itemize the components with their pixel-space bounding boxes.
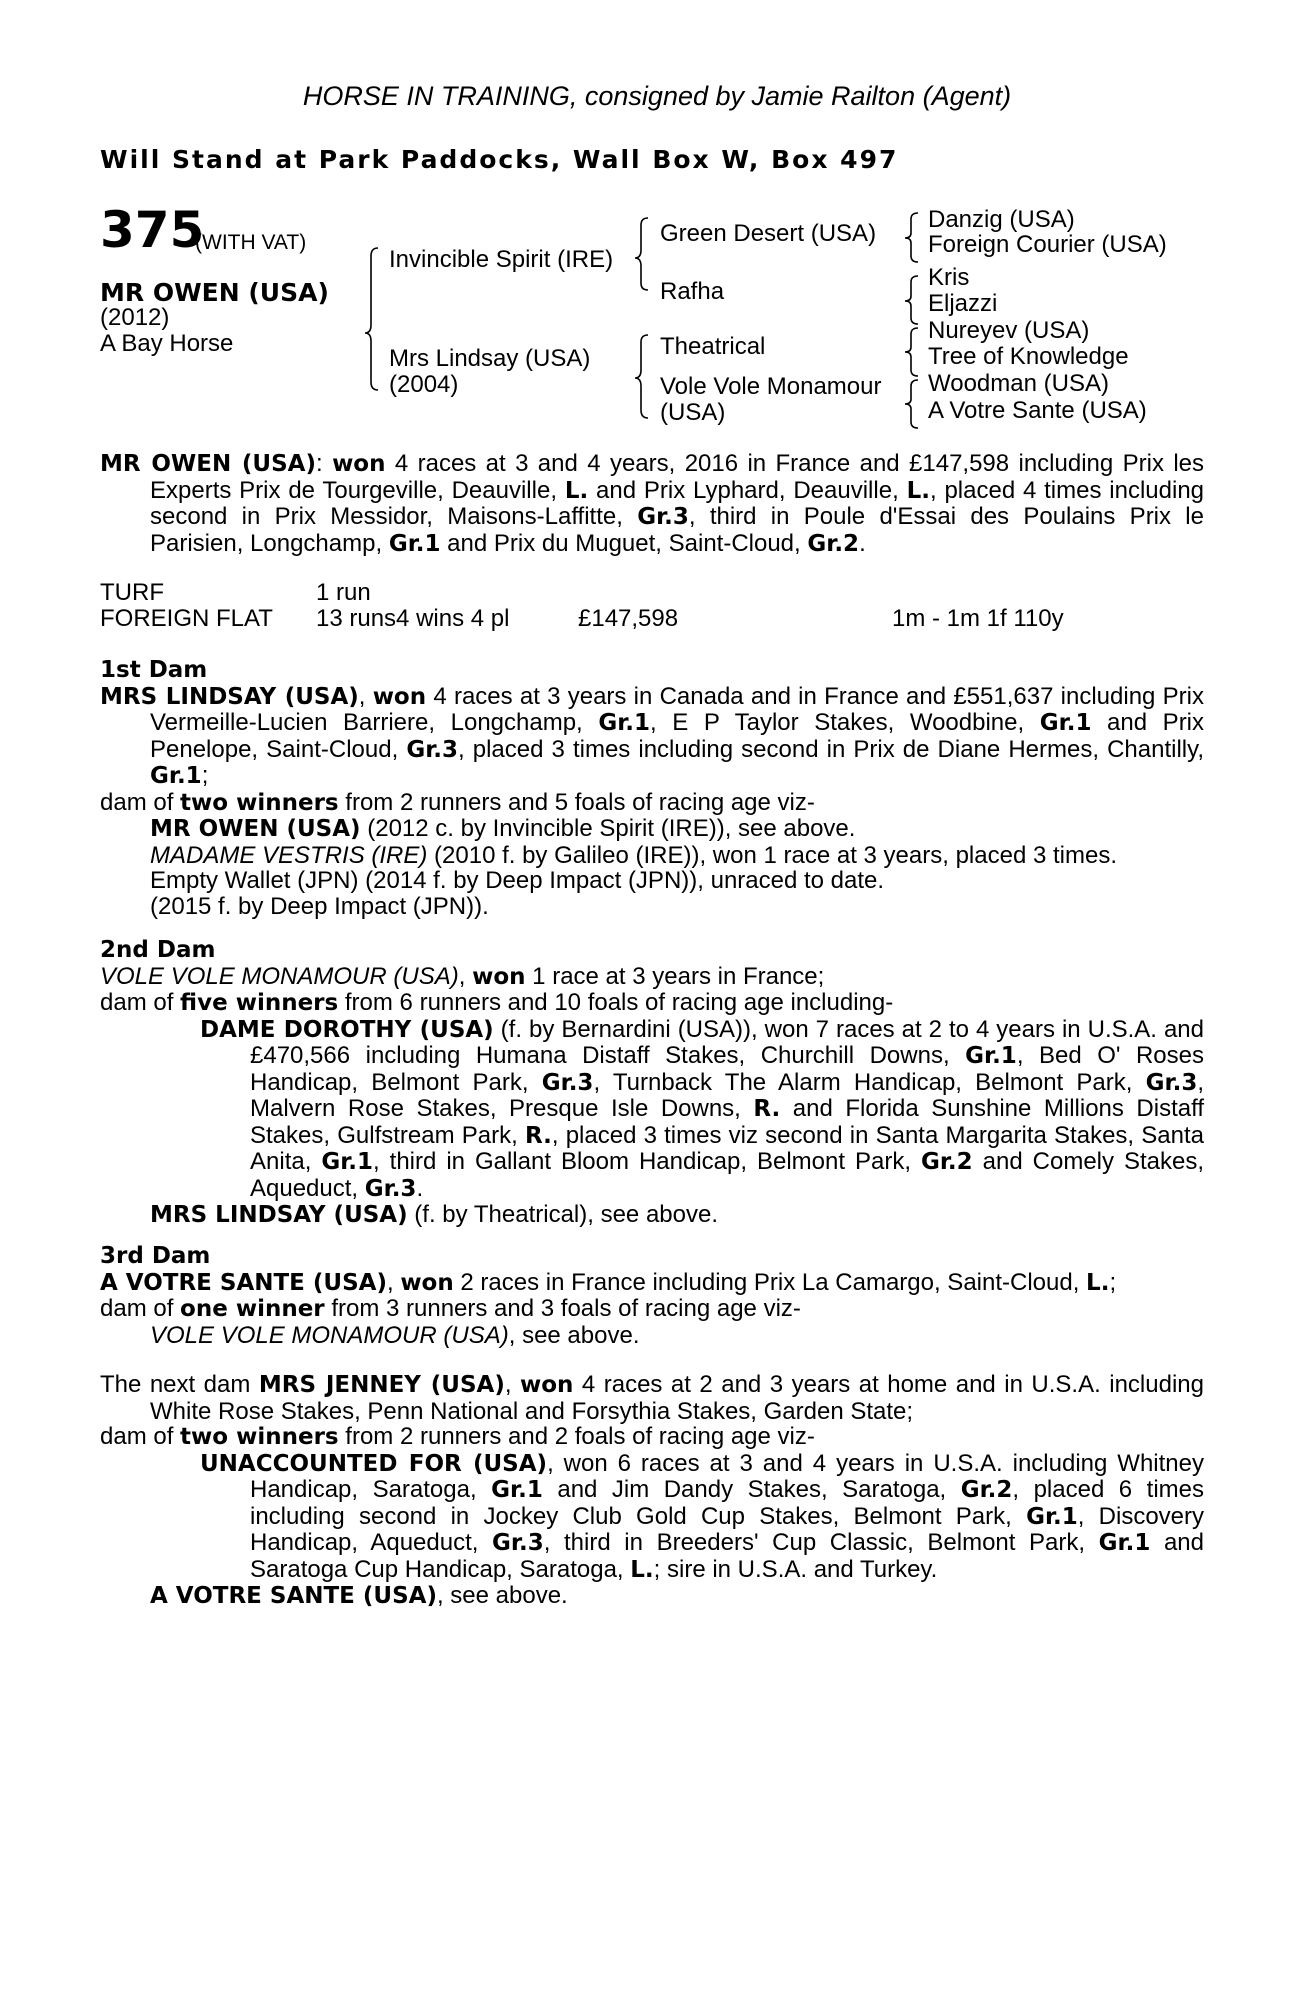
won-label: won — [520, 1372, 574, 1398]
horse-description: A Bay Horse — [100, 330, 234, 357]
pedigree-brackets — [0, 0, 1314, 440]
progeny-text: , third in Breeders' Cup Classic, Belmont Park, — [543, 1529, 1099, 1556]
pedigree-dd-sire: Woodman (USA) — [928, 370, 1109, 397]
progeny-text: , Bed O' Roses Handicap, Belmont Park, — [250, 1042, 1204, 1096]
dam-of-text: from 2 runners and 2 foals of racing age viz- — [338, 1423, 815, 1450]
summary-text: . — [859, 529, 866, 557]
group-badge: Gr.1 — [491, 1477, 543, 1503]
dam-text: and Prix Penelope, Saint-Cloud, — [150, 709, 1205, 763]
progeny-text: ; sire in U.S.A. and Turkey. — [653, 1555, 938, 1583]
group-badge: Gr.1 — [388, 530, 441, 557]
pedigree-sire-sire: Green Desert (USA) — [660, 220, 877, 247]
progeny-name: MADAME VESTRIS (IRE) — [150, 841, 428, 869]
listed-badge: L. — [630, 1556, 654, 1583]
dam-text: , E P Taylor Stakes, Woodbine, — [650, 709, 1040, 736]
venue-line: Will Stand at Park Paddocks, Wall Box W, Box 497 — [100, 145, 899, 174]
listed-badge: L. — [1086, 1269, 1110, 1296]
dam-of-text: from 6 runners and 10 foals of racing age including- — [338, 989, 894, 1016]
pedigree-ds-dam: Tree of Knowledge — [928, 343, 1129, 370]
dam-text: ; — [201, 762, 209, 789]
dam-text: , placed 3 times including second in Prix de Diane Hermes, Chantilly, — [458, 735, 1204, 763]
progeny-text: and Florida Sunshine Millions Distaff Stakes, Gulfstream Park, — [250, 1095, 1205, 1149]
listed-badge: L. — [906, 477, 930, 504]
dam-text: ; — [1109, 1268, 1117, 1296]
dam-text: 1 race at 3 years in France; — [525, 962, 825, 990]
progeny-text: , see above. — [436, 1582, 568, 1609]
progeny-name: DAME DOROTHY (USA) — [200, 1016, 494, 1043]
dam-text: 2 races in France including Prix La Camargo, Saint-Cloud, — [453, 1268, 1087, 1296]
pedigree-dam: Mrs Lindsay (USA) — [389, 345, 591, 372]
second-dam-section: 2nd Dam VOLE VOLE MONAMOUR (USA), won 1 race at 3 years in France; dam of five winners from 6 runners and 10 foals of racing age including- DAME DOROTHY (USA) (f. by Bernardini (USA)), won 7 races at 2 to 4 years in U.S.A. and £470,566 including Humana Distaff Stakes, Churchill Downs, Gr.1, Bed O' Roses Handicap, Belmont Park, Gr.3, Turnback The Alarm Handicap, Belmont Park, Gr.3, Malvern Rose Stakes, Presque Isle Downs, R. and Florida Sunshine Millions Distaff Stakes, Gulfstream Park, R., placed 3 times viz second in Santa Margarita Stakes, Santa Anita, Gr.1, third in Gallant Bloom Handicap, Belmont Park, Gr.2 and Comely Stakes, Aqueduct, Gr.3. MRS LINDSAY (USA) (f. by Theatrical), see above. — [100, 937, 1205, 1228]
progeny-name: MR OWEN (USA) — [150, 816, 361, 842]
progeny-text: , third in Gallant Bloom Handicap, Belmont Park, — [373, 1148, 921, 1175]
summary-text: and Prix du Muguet, Saint-Cloud, — [440, 529, 808, 557]
restricted-badge: R. — [753, 1096, 781, 1122]
progeny-text: (2012 c. by Invincible Spirit (IRE)), see above. — [360, 815, 856, 842]
group-badge: Gr.3 — [406, 736, 458, 763]
dam-of-text: dam of — [100, 989, 181, 1016]
pedigree-dam-dam: Vole Vole Monamour — [660, 373, 882, 400]
pedigree-sire: Invincible Spirit (IRE) — [389, 246, 614, 273]
pedigree-ss-sire: Danzig (USA) — [928, 206, 1075, 233]
progeny-text: , see above. — [508, 1321, 640, 1349]
pedigree-ss-dam: Foreign Courier (USA) — [928, 231, 1167, 258]
progeny-text: , Discovery Handicap, Aqueduct, — [250, 1502, 1205, 1556]
group-badge: Gr.3 — [541, 1069, 594, 1096]
progeny-text: and Saratoga Cup Handicap, Saratoga, — [250, 1529, 1204, 1583]
dam-of-text: dam of — [100, 1423, 181, 1450]
progeny-text: . — [416, 1174, 424, 1202]
summary-text: 4 races at 3 and 4 years, 2016 in France and £147,598 including Prix les Experts Prix de Tourgeville, Deauville, — [150, 450, 1205, 504]
next-dam-name: MRS JENNEY (USA) — [258, 1372, 505, 1398]
group-badge: Gr.3 — [637, 504, 689, 530]
listed-badge: L. — [564, 477, 589, 504]
progeny-entry: Empty Wallet (JPN) (2014 f. by Deep Impact (JPN)), unraced to date. — [150, 867, 885, 894]
record-flat-label: FOREIGN FLAT — [100, 605, 273, 632]
pedigree-sd-sire: Kris — [928, 264, 970, 291]
first-dam-heading: 1st Dam — [100, 657, 208, 683]
progeny-text: (f. by Bernardini (USA)), won 7 races at 2 to 4 years in U.S.A. and £470,566 including Humana Distaff Stakes, Churchill Downs, — [250, 1015, 1204, 1069]
next-dam-section: The next dam MRS JENNEY (USA), won 4 races at 2 and 3 years at home and in U.S.A. including White Rose Stakes, Penn National and Forsythia Stakes, Garden State; dam of two winners from 2 runners and 2 foals of racing age viz- UNACCOUNTED FOR (USA), won 6 races at 3 and 4 years in U.S.A. including Whitney Handicap, Saratoga, Gr.1 and Jim Dandy Stakes, Saratoga, Gr.2, placed 6 times including second in Jockey Club Gold Cup Stakes, Belmont Park, Gr.1, Discovery Handicap, Aqueduct, Gr.3, third in Breeders' Cup Classic, Belmont Park, Gr.1 and Saratoga Cup Handicap, Saratoga, L.; sire in U.S.A. and Turkey. A VOTRE SANTE (USA), see above. — [100, 1371, 1205, 1609]
first-dam-section: 1st Dam MRS LINDSAY (USA), won 4 races at 3 years in Canada and in France and £551,637 including Prix Vermeille-Lucien Barriere, Longchamp, Gr.1, E P Taylor Stakes, Woodbine, Gr.1 and Prix Penelope, Saint-Cloud, Gr.3, placed 3 times including second in Prix de Diane Hermes, Chantilly, Gr.1; dam of two winners from 2 runners and 5 foals of racing age viz- MR OWEN (USA) (2012 c. by Invincible Spirit (IRE)), see above. MADAME VESTRIS (IRE) (2010 f. by Galileo (IRE)), won 1 race at 3 years, placed 3 times. Empty Wallet (JPN) (2014 f. by Deep Impact (JPN)), unraced to date. (2015 f. by Deep Impact (JPN)). — [100, 657, 1205, 920]
group-badge: Gr.1 — [1039, 710, 1092, 736]
pedigree-ds-sire: Nureyev (USA) — [928, 317, 1090, 344]
summary-text: and Prix Lyphard, Deauville, — [588, 476, 907, 504]
record-turf-runs: 1 run — [316, 579, 371, 606]
dam-of-text: from 2 runners and 5 foals of racing age viz- — [338, 788, 815, 816]
progeny-text: , placed 3 times viz second in Santa Margarita Stakes, Santa Anita, — [250, 1121, 1204, 1175]
winners-count: one winner — [180, 1296, 325, 1322]
first-dam-name: MRS LINDSAY (USA) — [100, 683, 359, 710]
summary-text: , placed 4 times including second in Prix Messidor, Maisons-Laffitte, — [150, 476, 1205, 530]
lot-number: 375 — [100, 201, 205, 259]
pedigree-sd-dam: Eljazzi — [928, 290, 998, 317]
record-flat-prize: £147,598 — [578, 605, 679, 632]
pedigree-dd-dam: A Votre Sante (USA) — [928, 397, 1147, 424]
winners-count: two winners — [180, 1424, 339, 1450]
group-badge: Gr.1 — [150, 763, 202, 789]
record-flat-runs: 13 runs4 wins 4 pl — [316, 605, 510, 632]
dam-text: 4 races at 3 years in Canada and in France and £551,637 including Prix Vermeille-Lucien Barriere, Longchamp, — [150, 682, 1204, 736]
group-badge: Gr.3 — [492, 1530, 544, 1556]
progeny-name: UNACCOUNTED FOR (USA) — [200, 1450, 548, 1477]
progeny-name: MRS LINDSAY (USA) — [150, 1202, 408, 1228]
summary-won: won — [332, 451, 386, 477]
third-dam-name: A VOTRE SANTE (USA) — [100, 1269, 387, 1296]
pedigree-dam-dam-country: (USA) — [660, 399, 726, 426]
group-badge: Gr.1 — [1098, 1530, 1151, 1556]
dam-of-text: dam of — [100, 1295, 181, 1322]
dam-of-text: dam of — [100, 788, 181, 816]
pedigree-dam-sire: Theatrical — [660, 333, 766, 360]
summary-text: , third in Poule d'Essai des Poulains Prix le Parisien, Longchamp, — [150, 503, 1204, 557]
third-dam-section: 3rd Dam A VOTRE SANTE (USA), won 2 races in France including Prix La Camargo, Saint-Cloud, L.; dam of one winner from 3 runners and 3 foals of racing age viz- VOLE VOLE MONAMOUR (USA), see above. — [100, 1244, 1204, 1348]
winners-count: five winners — [180, 990, 339, 1016]
summary-horse-name: MR OWEN (USA) — [100, 451, 316, 477]
progeny-text: , Malvern Rose Stakes, Presque Isle Downs, — [250, 1068, 1204, 1122]
group-badge: Gr.1 — [965, 1043, 1017, 1069]
progeny-text: , placed 6 times including second in Jockey Club Gold Cup Stakes, Belmont Park, — [250, 1476, 1204, 1530]
won-label: won — [472, 963, 526, 990]
group-badge: Gr.2 — [920, 1149, 973, 1175]
group-badge: Gr.1 — [598, 710, 651, 736]
progeny-text: , Turnback The Alarm Handicap, Belmont Park, — [593, 1068, 1146, 1096]
progeny-name: A VOTRE SANTE (USA) — [150, 1583, 437, 1609]
dam-text: 4 races at 2 and 3 years at home and in U.S.A. including White Rose Stakes, Penn National and Forsythia Stakes, Garden State; — [150, 1371, 1204, 1425]
won-label: won — [372, 683, 427, 710]
group-badge: Gr.1 — [1026, 1503, 1078, 1530]
second-dam-heading: 2nd Dam — [100, 937, 216, 963]
progeny-text: (f. by Theatrical), see above. — [407, 1201, 718, 1228]
won-label: won — [400, 1269, 454, 1296]
pedigree-sire-dam: Rafha — [660, 278, 725, 305]
third-dam-heading: 3rd Dam — [100, 1243, 211, 1269]
group-badge: Gr.1 — [321, 1149, 374, 1175]
group-badge: Gr.2 — [807, 530, 860, 557]
record-flat-distance: 1m - 1m 1f 110y — [892, 605, 1064, 632]
winners-count: two winners — [180, 789, 339, 816]
vat-label: (WITH VAT) — [195, 231, 307, 254]
second-dam-name: VOLE VOLE MONAMOUR (USA) — [100, 962, 459, 990]
progeny-text: (2010 f. by Galileo (IRE)), won 1 race at 3 years, placed 3 times. — [427, 841, 1117, 869]
progeny-text: and Comely Stakes, Aqueduct, — [250, 1148, 1204, 1202]
horse-year: (2012) — [100, 304, 170, 331]
group-badge: Gr.3 — [364, 1175, 417, 1202]
next-dam-intro: The next dam — [100, 1371, 259, 1398]
dam-of-text: from 3 runners and 3 foals of racing age viz- — [324, 1295, 801, 1322]
record-turf-label: TURF — [100, 579, 164, 606]
horse-name: MR OWEN (USA) — [100, 278, 329, 307]
progeny-name: VOLE VOLE MONAMOUR (USA) — [150, 1321, 509, 1349]
consignment-title: HORSE IN TRAINING, consigned by Jamie Railton (Agent) — [302, 81, 1012, 111]
group-badge: Gr.3 — [1145, 1069, 1198, 1096]
group-badge: Gr.2 — [960, 1477, 1013, 1503]
progeny-text: and Jim Dandy Stakes, Saratoga, — [542, 1476, 961, 1503]
pedigree-dam-year: (2004) — [389, 371, 459, 398]
restricted-badge: R. — [524, 1122, 552, 1149]
progeny-text: , won 6 races at 3 and 4 years in U.S.A. including Whitney Handicap, Saratoga, — [250, 1449, 1204, 1503]
horse-summary: MR OWEN (USA): won 4 races at 3 and 4 years, 2016 in France and £147,598 including Prix les Experts Prix de Tourgeville, Deauville, L. and Prix Lyphard, Deauville, L., placed 4 times including second in Prix Messidor, Maisons-Laffitte, Gr.3, third in Poule d'Essai des Poulains Prix le Parisien, Longchamp, Gr.1 and Prix du Muguet, Saint-Cloud, Gr.2. — [100, 450, 1205, 557]
progeny-entry: (2015 f. by Deep Impact (JPN)). — [150, 892, 489, 920]
